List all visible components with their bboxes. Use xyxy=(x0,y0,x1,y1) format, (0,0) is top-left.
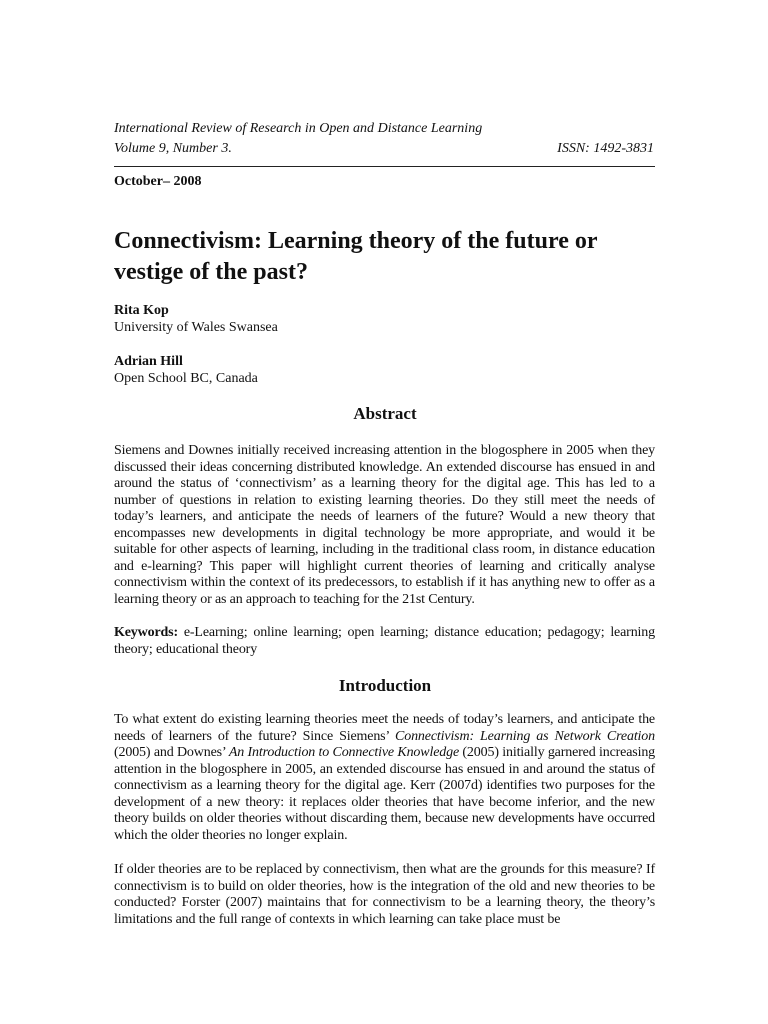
introduction-paragraph-1 xyxy=(114,712,655,844)
introduction-paragraph-2: If older theories are to be replaced by connectivism, then what are the grounds for this measure? If connectivism is to build on older theories, how is the integration of the old and new theories to be conducted? Forster (2007) maintains that for connectivism to be a learning theory, the theory’s limitations and the full range of contexts in which learning can take place must be xyxy=(114,862,655,927)
journal-initial: O xyxy=(319,121,330,136)
abstract-heading: Abstract xyxy=(353,404,417,423)
author-affiliation: Open School BC, Canada xyxy=(114,371,258,386)
journal-word-part: earning xyxy=(438,121,483,136)
journal-initial: L xyxy=(430,121,439,136)
citation-title: Connectivism: Learning as Network Creation xyxy=(395,728,655,744)
journal-initial: R xyxy=(191,121,200,136)
volume-issn-row xyxy=(114,140,654,158)
journal-initial: D xyxy=(377,121,388,136)
journal-word-part: istance xyxy=(387,121,431,136)
journal-initial: I xyxy=(114,121,119,136)
issn: ISSN: 1492-3831 xyxy=(557,141,654,156)
introduction-heading: Introduction xyxy=(338,676,432,695)
abstract-text: Siemens and Downes initially received increasing attention in the blogosphere in 2005 when they discussed their ideas concerning distributed knowledge. An extended discourse has ensued in and around the status of ‘connectivism’ as a learning theory for the digital age. This has led to a number of questions in relation to existing learning theories. Do they still meet the needs of today’s learners, and anticipate the needs of learners of the future? Would a new theory that encompasses new developments in digital technology be more appropriate, and would it be suitable for other aspects of learning, including in the traditional class room, in distance education and e-learning? This paper will highlight current theories of learning and critically analyse connectivism within the context of its predecessors, to establish if it has anything new to offer as a learning theory or as an approach to teaching for the 21st Century. xyxy=(114,443,655,607)
author-name: Adrian Hill xyxy=(114,354,183,369)
author-block xyxy=(114,353,258,387)
text-run: To what extent do existing learning theories meet the needs of today’s learners, and anticipate the needs of learners of the future? Since Siemens’ xyxy=(114,712,655,744)
author-block xyxy=(114,302,278,336)
keywords xyxy=(114,625,655,658)
journal-word-part: pen and xyxy=(329,121,378,136)
text-run: (2005) and Downes’ xyxy=(114,745,229,760)
journal-initial: R xyxy=(249,121,259,136)
citation-title: An Introduction to Connective Knowledge xyxy=(228,745,460,760)
keywords-list: e-Learning; online learning; open learning; distance education; pedagogy; learning theory; educational theory xyxy=(114,625,655,657)
article-title: Connectivism: Learning theory of the future or vestige of the past? xyxy=(114,228,598,285)
volume-number: Volume 9, Number 3. xyxy=(114,141,232,156)
keywords-label: Keywords: xyxy=(114,625,178,640)
text-run: (2005) initially garnered increasing attention in the blogosphere in 2005, an extended discourse has ensued in and around the status of connectivism as a learning theory for the digital age. Kerr (2007d) identifies two purposes for the development of a new theory: it replaces older theories that have become inferior, and the new theory builds on older theories without discarding them, because new developments have occurred which the older theories no longer explain. xyxy=(114,745,656,843)
issue-date: October– 2008 xyxy=(114,174,202,189)
journal-word-part: nternational xyxy=(118,121,192,136)
author-name: Rita Kop xyxy=(114,303,169,318)
journal-word-part: eview of xyxy=(199,121,250,136)
author-affiliation: University of Wales Swansea xyxy=(114,320,278,335)
header-divider xyxy=(114,166,655,167)
journal-word-part: esearch in xyxy=(258,121,320,136)
journal-name xyxy=(114,120,482,138)
